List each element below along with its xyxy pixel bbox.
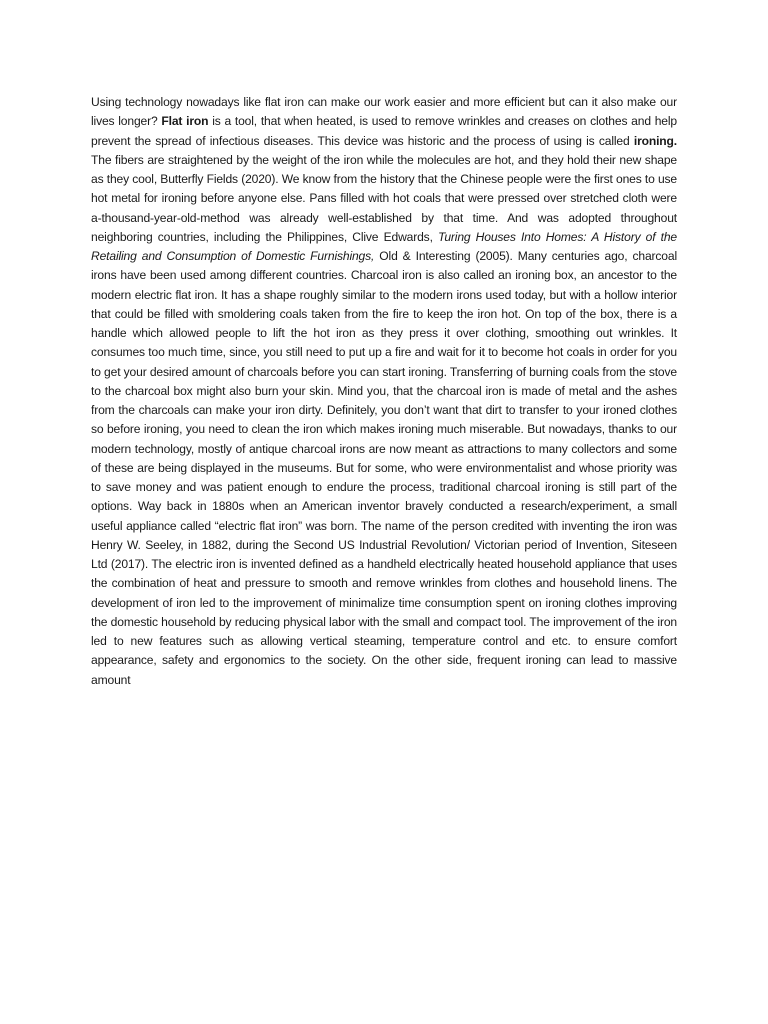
text-run: Old & Interesting (2005). Many centuries ago, charcoal irons have been used among different countries. Charcoal iron is also called an ironing box, an ancestor to the modern electric flat iron. It has a shape roughly similar to the modern irons used today, but with a hollow interior that could be filled with smoldering coals taken from the fire to keep the iron hot. On top of the box, there is a handle which allowed people to lift the hot iron as they press it over clothing, smoothing out wrinkles. It consumes too much time, since, you still need to put up a fire and wait for it to become hot coals in order for you to get your desired amount of charcoals before you can start ironing. Transferring of burning coals from the stove to the charcoal box might also burn your skin. Mind you, that the charcoal iron is made of metal and the ashes from the charcoals can make your iron dirty. Definitely, you don’t want that dirt to transfer to your ironed clothes so before ironing, you need to clean the iron which makes ironing much miserable. But nowadays, thanks to our modern technology, mostly of antique charcoal irons are now meant as attractions to many collectors and some of these are being displayed in the museums. But for some, who were environmentalist and whose priority was to save money and was patient enough to endure the process, traditional charcoal ironing is still part of the options. Way back in 1880s when an American inventor bravely conducted a research/experiment, a small useful appliance called “electric flat iron” was born. The name of the person credited with inventing the iron was Henry W. Seeley, in 1882, during the Second US Industrial Revolution/ Victorian period of Invention, Siteseen Ltd (2017). The electric iron is invented defined as a handheld electrically heated household appliance that uses the combination of heat and pressure to smooth and remove wrinkles from clothes and household linens. The development of iron led to the improvement of minimalize time consumption spent on ironing clothes improving the domestic household by reducing physical labor with the small and compact tool. The improvement of the iron led to new features such as allowing vertical steaming, temperature control and etc. to ensure comfort appearance, safety and ergonomics to the society. On the other side, frequent ironing can lead to massive amount bbox=[91, 249, 677, 687]
bold-term: Flat iron bbox=[161, 114, 209, 129]
italic-citation-title: Turing Houses Into Homes: A History of the Retailing and Consumption of Domestic Furnishings, bbox=[91, 229, 677, 263]
bold-term: ironing. bbox=[633, 133, 677, 148]
text-run: Using technology nowadays like flat iron can make our work easier and more efficient but can it also make our lives longer? bbox=[91, 95, 677, 129]
text-run: is a tool, that when heated, is used to remove wrinkles and creases on clothes and help prevent the spread of infectious diseases. This device was historic and the process of using is called bbox=[91, 114, 677, 148]
body-paragraph bbox=[91, 93, 677, 690]
text-run: The fibers are straightened by the weight of the iron while the molecules are hot, and they hold their new shape as they cool, Butterfly Fields (2020). We know from the history that the Chinese people were the first ones to use hot metal for ironing before anyone else. Pans filled with hot coals that were pressed over stretched cloth were a-thousand-year-old-method was already well-established by that time. And was adopted throughout neighboring countries, including the Philippines, Clive Edwards, bbox=[91, 152, 677, 244]
